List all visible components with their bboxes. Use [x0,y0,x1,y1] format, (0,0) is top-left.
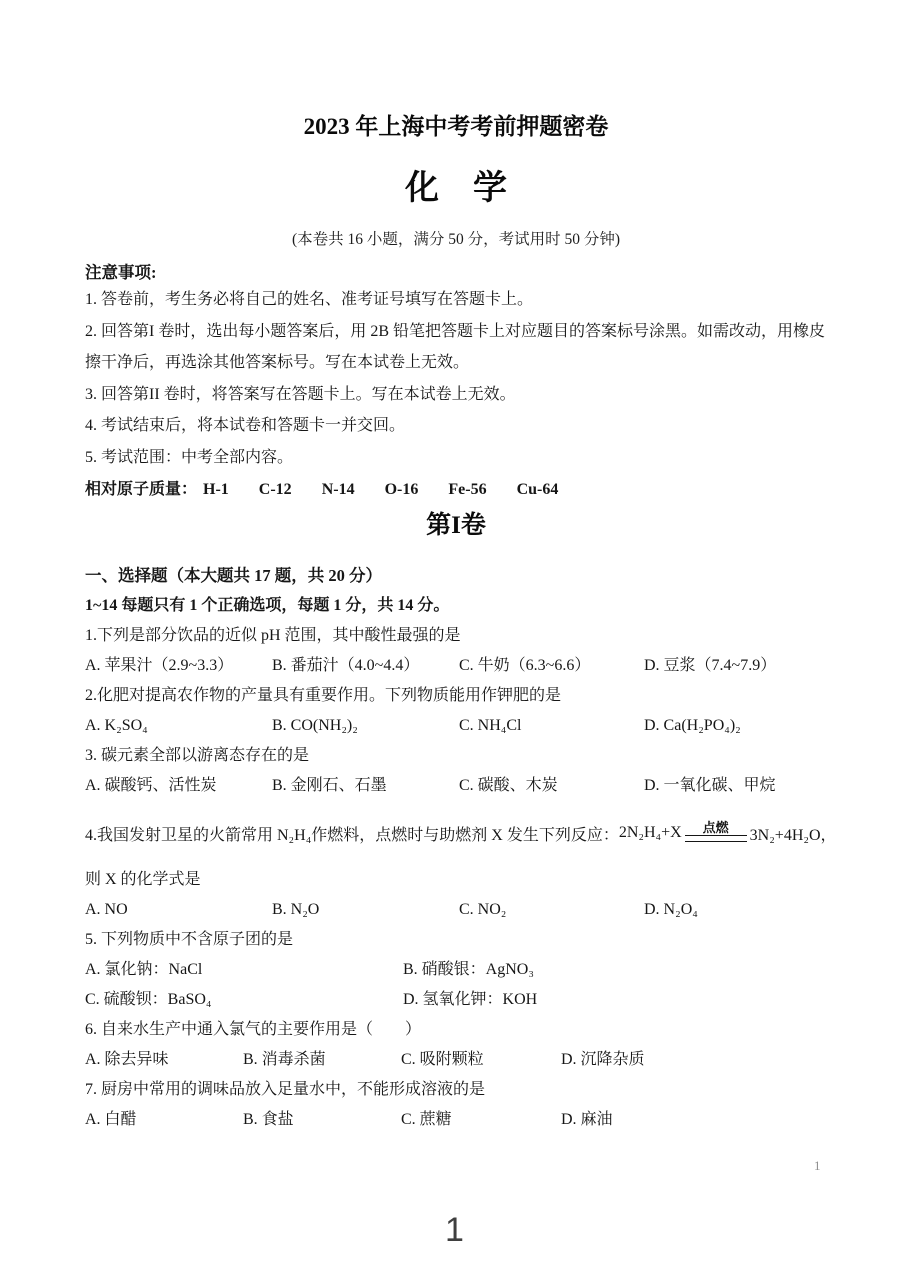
reaction-condition [685,820,747,842]
part-heading: 一、选择题（本大题共 17 题，共 20 分） [85,566,382,585]
question-4-option-c: C. NO₂ [459,901,507,918]
page-content [85,0,837,1135]
notice-item-1: 1. 答卷前，考生务必将自己的姓名、准考证号填写在答题卡上。 [85,291,534,308]
question-4-option-d: D. N₂O₄ [644,901,698,918]
question-6-option-a: A. 除去异味 [85,1051,169,1068]
question-1-options [85,651,827,681]
atomic-mass-item: H-1 [203,481,229,498]
section-title: 第I卷 [426,512,486,539]
question-2-option-d: D. Ca(H₂PO₄)₂ [644,717,741,734]
question-4-stem-text: 4.我国发射卫星的火箭常用 N₂H₄作燃料，点燃时与助燃剂 X 发生下列反应： [85,826,619,844]
question-4-stem-suffix: 则 X 的化学式是 [85,871,201,888]
question-3-option-c: C. 碳酸、木炭 [459,777,558,794]
question-6-option-d: D. 沉降杂质 [561,1051,645,1068]
question-4-option-a: A. NO [85,901,128,918]
question-1-option-a: A. 苹果汁（2.9~3.3） [85,657,234,674]
question-2-stem: 2.化肥对提高农作物的产量具有重要作用。下列物质能用作钾肥的是 [85,687,562,704]
atomic-mass-item: Cu-64 [516,481,559,498]
question-4-stem [85,809,837,857]
question-3-options [85,771,827,801]
notice-item-5: 5. 考试范围：中考全部内容。 [85,448,294,466]
question-2-options [85,711,827,741]
equation-rhs: 3N₂+4H₂O， [749,826,837,844]
question-7-options [85,1105,827,1135]
condition-label: 点燃 [702,820,729,835]
question-6-option-c: C. 吸附颗粒 [401,1051,484,1068]
question-5-options [85,955,827,1015]
notice-item-3: 3. 回答第II 卷时，将答案写在答题卡上。写在本试卷上无效。 [85,385,516,403]
question-7-option-b: B. 食盐 [243,1111,294,1128]
question-1-option-b: B. 番茄汁（4.0~4.4） [272,657,420,674]
question-6-stem: 6. 自来水生产中通入氯气的主要作用是（ ） [85,1021,422,1038]
question-5-stem: 5. 下列物质中不含原子团的是 [85,931,294,948]
atomic-masses-line [85,477,827,503]
question-3-option-a: A. 碳酸钙、活性炭 [85,777,217,794]
question-2-option-b: B. CO(NH₂)₂ [272,717,358,734]
question-7-stem: 7. 厨房中常用的调味品放入足量水中，不能形成溶液的是 [85,1081,486,1098]
question-5-option-d: D. 氢氧化钾：KOH [403,991,538,1008]
subject-title: 化 学 [405,170,507,207]
question-2-option-a: A. K₂SO₄ [85,717,148,734]
question-7-option-d: D. 麻油 [561,1111,613,1128]
question-2-option-c: C. NH₄Cl [459,717,522,734]
bottom-page-number: 1 [445,1211,464,1249]
equation-lhs: 2N₂H₄+X [618,824,682,841]
question-6-options [85,1045,827,1075]
notice-heading: 注意事项: [85,263,157,282]
notice-item-4: 4. 考试结束后，将本试卷和答题卡一并交回。 [85,417,406,434]
question-3-option-b: B. 金刚石、石墨 [272,777,387,794]
question-1-option-c: C. 牛奶（6.3~6.6） [459,657,591,674]
paper-info: (本卷共 16 小题，满分 50 分，考试用时 50 分钟) [291,231,621,248]
question-3-option-d: D. 一氧化碳、甲烷 [644,777,776,794]
question-7-option-a: A. 白醋 [85,1111,137,1128]
part-subheading: 1~14 每题只有 1 个正确选项，每题 1 分，共 14 分。 [85,597,450,614]
question-1-option-d: D. 豆浆（7.4~7.9） [644,657,777,674]
question-5-option-c: C. 硫酸钡：BaSO₄ [85,991,212,1008]
question-4-option-b: B. N₂O [272,901,320,918]
question-6-option-b: B. 消毒杀菌 [243,1051,326,1068]
atomic-mass-item: C-12 [258,481,292,498]
question-7-option-c: C. 蔗糖 [401,1111,452,1128]
atomic-masses-label: 相对原子质量： [85,481,198,498]
notice-item-2: 2. 回答第I 卷时，选出每小题答案后，用 2B 铅笔把答题卡上对应题目的答案标号涂黑。如需改动，用橡皮擦干净后，再选涂其他答案标号。写在本试卷上无效。 [85,322,826,371]
margin-page-number: 1 [814,1158,821,1173]
reaction-double-line [685,835,747,842]
doc-title: 2023 年上海中考考前押题密卷 [303,114,609,139]
question-5-option-b: B. 硝酸银：AgNO₃ [403,961,534,978]
atomic-mass-item: Fe-56 [448,481,487,498]
atomic-mass-item: O-16 [384,481,419,498]
question-3-stem: 3. 碳元素全部以游离态存在的是 [85,747,310,764]
question-5-option-a: A. 氯化钠：NaCl [85,961,203,978]
question-1-stem: 1.下列是部分饮品的近似 pH 范围，其中酸性最强的是 [85,627,461,644]
question-4-options [85,895,827,925]
atomic-mass-item: N-14 [321,481,355,498]
